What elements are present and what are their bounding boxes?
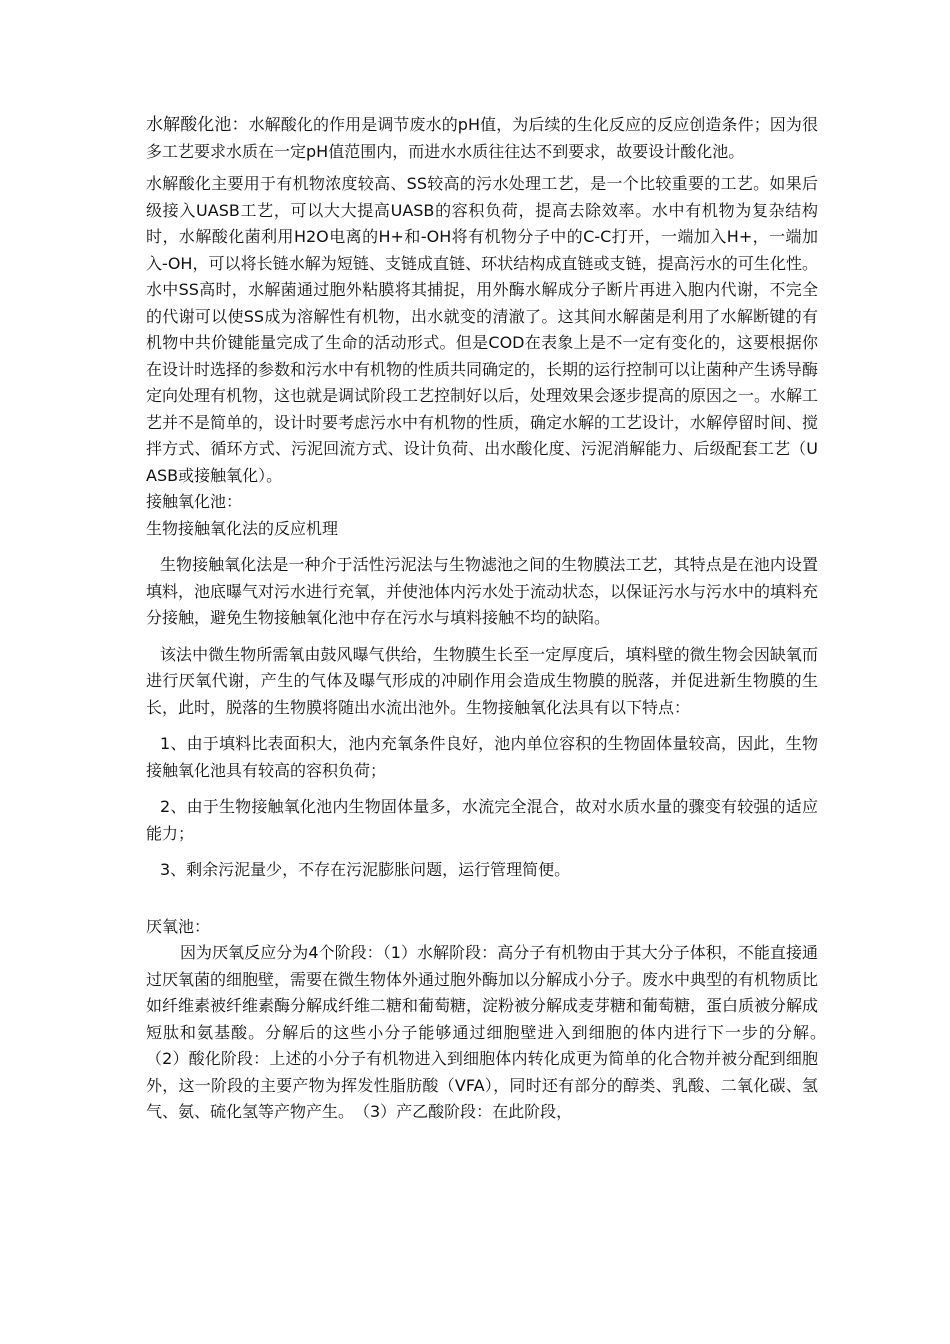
anaerobic-heading: 厌氧池： [146, 916, 211, 936]
feature-list-item: 1、由于填料比表面积大，池内充氧条件良好，池内单位容积的生物固体量较高，因此，生物接触氧化池具有较高的容积负荷； [146, 734, 818, 780]
contact-oxidation-paragraph-2: 该法中微生物所需氧由鼓风曝气供给，生物膜生长至一定厚度后，填料壁的微生物会因缺氧而进行厌氧代谢，产生的气体及曝气形成的冲刷作用会造成生物膜的脱落，并促进新生物膜的生长，此时，脱落的生物膜将随出水流出池外。生物接触氧化法具有以下特点： [146, 644, 818, 717]
hydrolysis-body-paragraph: 水解酸化主要用于有机物浓度较高、SS较高的污水处理工艺，是一个比较重要的工艺。如果后级接入UASB工艺，可以大大提高UASB的容积负荷，提高去除效率。水中有机物为复杂结构时，水解酸化菌利用H2O电离的H+和-OH将有机物分子中的C-C打开，一端加入H+，一端加入-OH，可以将长链水解为短链、支链成直链、环状结构成直链或支链，提高污水的可生化性。水中SS高时，水解菌通过胞外粘膜将其捕捉，用外酶水解成分子断片再进入胞内代谢，不完全的代谢可以使SS成为溶解性有机物，出水就变的清澈了。这其间水解菌是利用了水解断键的有机物中共价键能量完成了生命的活动形式。但是COD在表象上是不一定有变化的，这要根据你在设计时选择的参数和污水中有机物的性质共同确定的，长期的运行控制可以让菌种产生诱导酶定向处理有机物，这也就是调试阶段工艺控制好以后，处理效果会逐步提高的原因之一。水解工艺并不是简单的，设计时要考虑污水中有机物的性质，确定水解的工艺设计，水解停留时间、搅拌方式、循环方式、污泥回流方式、设计负荷、出水酸化度、污泥消解能力、后级配套工艺（UASB或接触氧化）。 [146, 174, 819, 485]
feature-list-item: 2、由于生物接触氧化池内生物固体量多，水流完全混合，故对水质水量的骤变有较强的适应能力； [146, 797, 818, 843]
feature-list-item: 3、剩余污泥量少，不存在污泥膨胀问题，运行管理简便。 [160, 860, 571, 879]
contact-oxidation-heading: 接触氧化池： [146, 492, 243, 511]
document-page [146, 112, 835, 1126]
contact-oxidation-subheading: 生物接触氧化法的反应机理 [146, 518, 339, 538]
contact-oxidation-paragraph-1: 生物接触氧化法是一种介于活性污泥法与生物滤池之间的生物膜法工艺，其特点是在池内设置填料，池底曝气对污水进行充氧，并使池体内污水处于流动状态，以保证污水与污水中的填料充分接触，避免生物接触氧化池中存在污水与填料接触不均的缺陷。 [146, 555, 819, 627]
hydrolysis-intro-paragraph [146, 112, 818, 165]
hydrolysis-intro-text: 水解酸化的作用是调节废水的pH值，为后续的生化反应的反应创造条件；因为很多工艺要求水质在一定pH值范围内，而进水水质往往达不到要求，故要设计酸化池。 [146, 115, 818, 161]
hydrolysis-heading: 水解酸化池： [146, 115, 249, 135]
anaerobic-body-paragraph: 因为厌氧反应分为4个阶段：（1）水解阶段：高分子有机物由于其大分子体积，不能直接通过厌氧菌的细胞壁，需要在微生物体外通过胞外酶加以分解成小分子。废水中典型的有机物质比如纤维素被纤维素酶分解成纤维二糖和葡萄糖，淀粉被分解成麦芽糖和葡萄糖，蛋白质被分解成短肽和氨基酸。分解后的这些小分子能够通过细胞壁进入到细胞的体内进行下一步的分解。 （2）酸化阶段：上述的小分子有机物进入到细胞体内转化成更为简单的化合物并被分配到细胞外，这一阶段的主要产物为挥发性脂肪酸（VFA），同时还有部分的醇类、乳酸、二氧化碳、氢气、氨、硫化氢等产物产生。 （3）产乙酸阶段：在此阶段， [146, 943, 835, 1121]
